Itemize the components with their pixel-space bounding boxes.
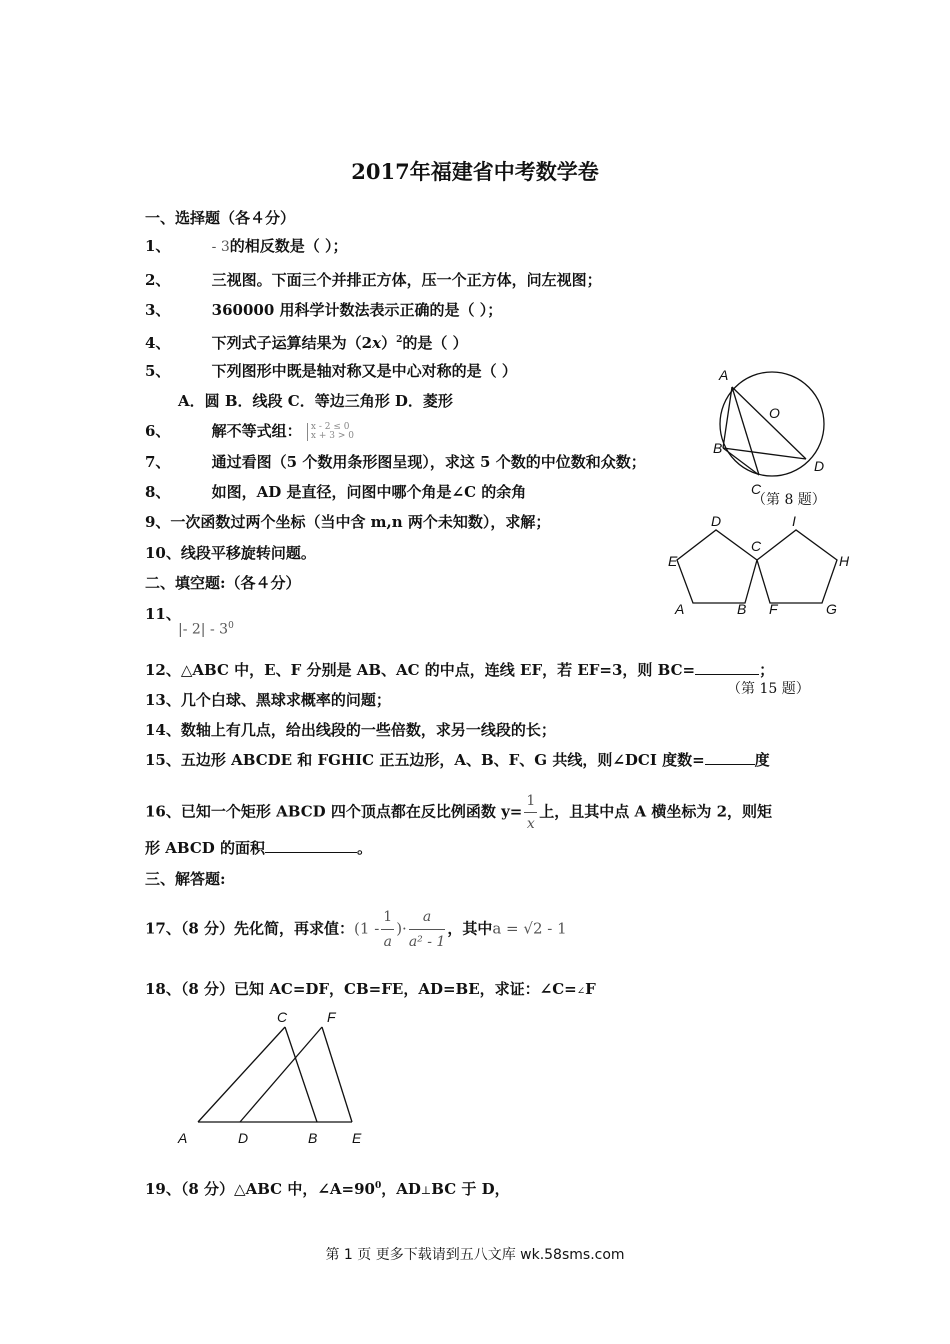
angle-symbol: ∠ bbox=[576, 986, 586, 997]
point-label-a: A bbox=[675, 601, 685, 617]
exponent: 0 bbox=[374, 1181, 382, 1191]
question-text: 形 ABCD 的面积 bbox=[145, 839, 265, 857]
inequality-bottom: x + 3 > 0 bbox=[310, 431, 354, 441]
question-13: 13、几个白球、黑球求概率的问题； bbox=[145, 691, 391, 709]
question-number: 5、 bbox=[145, 362, 171, 380]
point-label-f: F bbox=[769, 601, 778, 617]
numerator: a bbox=[409, 905, 446, 930]
question-text: 17、（8 分）先化简，再求值： bbox=[145, 919, 355, 938]
question-text: 15、五边形 ABCDE 和 FGHIC 正五边形，A、B、F、G 共线，则∠DCI 度数= bbox=[145, 751, 705, 769]
question-text: 12、△ABC 中，E、F 分别是 AB、AC 的中点，连线 EF，若 EF=3，则 BC= bbox=[145, 661, 696, 679]
point-label-c: C bbox=[751, 538, 762, 554]
point-label-b: B bbox=[737, 601, 747, 617]
question-text: 三视图。下面三个并排正方体，压一个正方体，问左视图； bbox=[211, 271, 602, 289]
figure-8-caption: （第 8 题） bbox=[752, 492, 826, 508]
question-text: 的相反数是（ ）； bbox=[229, 237, 348, 255]
question-10: 10、线段平移旋转问题。 bbox=[145, 544, 316, 562]
point-label-d: D bbox=[814, 458, 825, 474]
inequality-top: x - 2 ≤ 0 bbox=[310, 422, 350, 432]
question-5-options: A．圆 B．线段 C．等边三角形 D．菱形 bbox=[178, 392, 453, 410]
point-label-c: C bbox=[751, 481, 762, 497]
question-text: ，其中 bbox=[447, 919, 493, 938]
point-label-c: C bbox=[277, 1009, 288, 1025]
question-text: 下列图形中既是轴对称又是中心对称的是（ ） bbox=[211, 362, 517, 380]
question-text: 解不等式组： bbox=[211, 422, 302, 440]
section-choice-heading: 一、选择题（各４分） bbox=[145, 209, 296, 227]
point-label-h: H bbox=[839, 553, 850, 569]
point-label-o: O bbox=[769, 405, 780, 421]
question-text: 如图，AD 是直径，问图中哪个角是∠C 的余角 bbox=[211, 483, 527, 501]
question-text: 度 bbox=[754, 751, 770, 769]
denominator: a² - 1 bbox=[408, 934, 446, 950]
question-text: BC 于 D， bbox=[431, 1180, 510, 1198]
question-text: 的是（ ） bbox=[402, 334, 468, 352]
question-text: 19、（8 分）△ABC 中，∠A=90 bbox=[145, 1180, 375, 1198]
exponent: 0 bbox=[228, 621, 234, 631]
question-number: 8、 bbox=[145, 483, 171, 501]
page-footer: 第 1 页 更多下载请到五八文库 wk.58sms.com bbox=[325, 1247, 625, 1263]
question-14: 14、数轴上有几点，给出线段的一些倍数，求另一线段的长； bbox=[145, 721, 556, 739]
section-answer-heading: 三、解答题: bbox=[145, 870, 226, 888]
question-number: 11、 bbox=[145, 605, 181, 623]
question-text: 上，且其中点 A 横坐标为 2，则矩 bbox=[539, 802, 773, 821]
question-text: 18、（8 分）已知 AC=DF，CB=FE，AD=BE，求证：∠C= bbox=[145, 980, 577, 998]
section-fill-heading: 二、填空题:（各４分） bbox=[145, 574, 301, 592]
point-label-b: B bbox=[713, 440, 723, 456]
point-label-g: G bbox=[826, 601, 837, 617]
point-label-a: A bbox=[719, 367, 729, 383]
question-number: 3、 bbox=[145, 301, 171, 319]
math-expression: (1 - bbox=[354, 919, 380, 938]
question-text: ，AD bbox=[381, 1180, 421, 1198]
numerator: 1 bbox=[524, 790, 537, 813]
question-9: 9、一次函数过两个坐标（当中含 m,n 两个未知数），求解； bbox=[145, 513, 551, 531]
numerator: 1 bbox=[381, 905, 394, 930]
denominator: x bbox=[526, 816, 535, 832]
question-text: 360000 用科学计数法表示正确的是（ ）； bbox=[211, 301, 503, 319]
point-label-a: A bbox=[178, 1130, 188, 1146]
question-number: 6、 bbox=[145, 422, 171, 440]
question-number: 7、 bbox=[145, 453, 171, 471]
math-expression: - 3 bbox=[211, 239, 230, 255]
page-title: 2017年福建省中考数学卷 bbox=[351, 159, 599, 184]
point-label-f: F bbox=[327, 1009, 336, 1025]
question-text: F bbox=[585, 980, 596, 998]
question-number: 4、 bbox=[145, 334, 171, 352]
variable-x: x bbox=[372, 334, 382, 352]
point-label-d: D bbox=[238, 1130, 249, 1146]
question-text: ； bbox=[759, 661, 775, 679]
question-text: 通过看图（5 个数用条形图呈现），求这 5 个数的中位数和众数； bbox=[211, 453, 646, 471]
question-number: 2、 bbox=[145, 271, 171, 289]
figure-15-caption: （第 15 题） bbox=[727, 681, 810, 697]
point-label-e: E bbox=[668, 553, 678, 569]
math-expression: )· bbox=[396, 919, 407, 938]
point-label-d: D bbox=[711, 513, 722, 529]
math-expression: |- 2| - 3 bbox=[178, 621, 229, 638]
question-text: 16、已知一个矩形 ABCD 四个顶点都在反比例函数 y= bbox=[145, 802, 523, 821]
question-text: ） bbox=[381, 334, 397, 352]
math-condition: a = √2 - 1 bbox=[492, 919, 567, 938]
point-label-b: B bbox=[308, 1130, 318, 1146]
point-label-e: E bbox=[352, 1130, 362, 1146]
question-text: 。 bbox=[357, 839, 373, 857]
denominator: a bbox=[383, 934, 392, 950]
perpendicular-symbol: ⊥ bbox=[420, 1184, 432, 1197]
question-number: 1、 bbox=[145, 237, 171, 255]
exponent: 2 bbox=[396, 335, 403, 345]
question-text: 下列式子运算结果为（2 bbox=[211, 334, 373, 352]
point-label-i: I bbox=[792, 513, 796, 529]
